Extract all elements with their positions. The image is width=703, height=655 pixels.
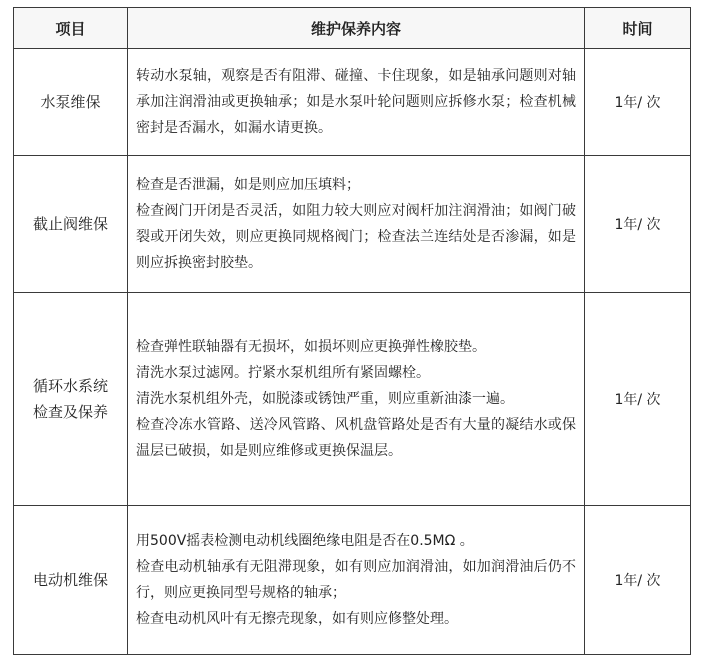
- content-line: 检查阀门开闭是否灵活，如阻力较大则应对阀杆加注润滑油；如阀门破裂或开闭失效，则应更换同规格阀门；检查法兰连结处是否渗漏，如是则应拆换密封胶垫。: [136, 203, 576, 271]
- header-content: 维护保养内容: [128, 8, 585, 49]
- table-row: [14, 49, 691, 156]
- row-item-label: 循环水系统检查及保养: [32, 377, 108, 421]
- row-time: 1年/ 次: [585, 293, 691, 506]
- row-content: [128, 49, 585, 156]
- row-item: 电动机维保: [14, 506, 128, 655]
- row-item: 截止阀维保: [14, 156, 128, 293]
- table-row: [14, 293, 691, 506]
- header-item: 项目: [14, 8, 128, 49]
- content-line: 转动水泵轴，观察是否有阻滞、碰撞、卡住现象，如是轴承问题则对轴承加注润滑油或更换轴承；如是水泵叶轮问题则应拆修水泵；检查机械密封是否漏水，如漏水请更换。: [136, 68, 576, 136]
- header-time: 时间: [585, 8, 691, 49]
- content-line: 清洗水泵过滤网。拧紧水泵机组所有紧固螺栓。: [136, 365, 430, 381]
- header-row: [14, 8, 691, 49]
- content-line: 清洗水泵机组外壳，如脱漆或锈蚀严重，则应重新油漆一遍。: [136, 391, 514, 407]
- table-row: [14, 156, 691, 293]
- content-line: 检查电动机轴承有无阻滞现象，如有则应加润滑油，如加润滑油后仍不行，则应更换同型号规格的轴承；: [136, 559, 576, 601]
- row-item: [14, 293, 128, 506]
- row-time: 1年/ 次: [585, 156, 691, 293]
- content-line: 检查电动机风叶有无擦壳现象，如有则应修整处理。: [136, 611, 458, 627]
- maintenance-table: [13, 7, 691, 655]
- content-line: 检查弹性联轴器有无损坏，如损坏则应更换弹性橡胶垫。: [136, 339, 486, 355]
- table-row: [14, 506, 691, 655]
- content-line: 检查冷冻水管路、送冷风管路、风机盘管路处是否有大量的凝结水或保温层已破损，如是则应维修或更换保温层。: [136, 417, 576, 459]
- row-content: [128, 293, 585, 506]
- row-content: [128, 156, 585, 293]
- row-content: [128, 506, 585, 655]
- content-line: 用500V摇表检测电动机线圈绝缘电阻是否在0.5MΩ 。: [136, 533, 474, 549]
- row-item: 水泵维保: [14, 49, 128, 156]
- content-line: 检查是否泄漏，如是则应加压填料；: [136, 177, 360, 193]
- row-time: 1年/ 次: [585, 49, 691, 156]
- row-time: 1年/ 次: [585, 506, 691, 655]
